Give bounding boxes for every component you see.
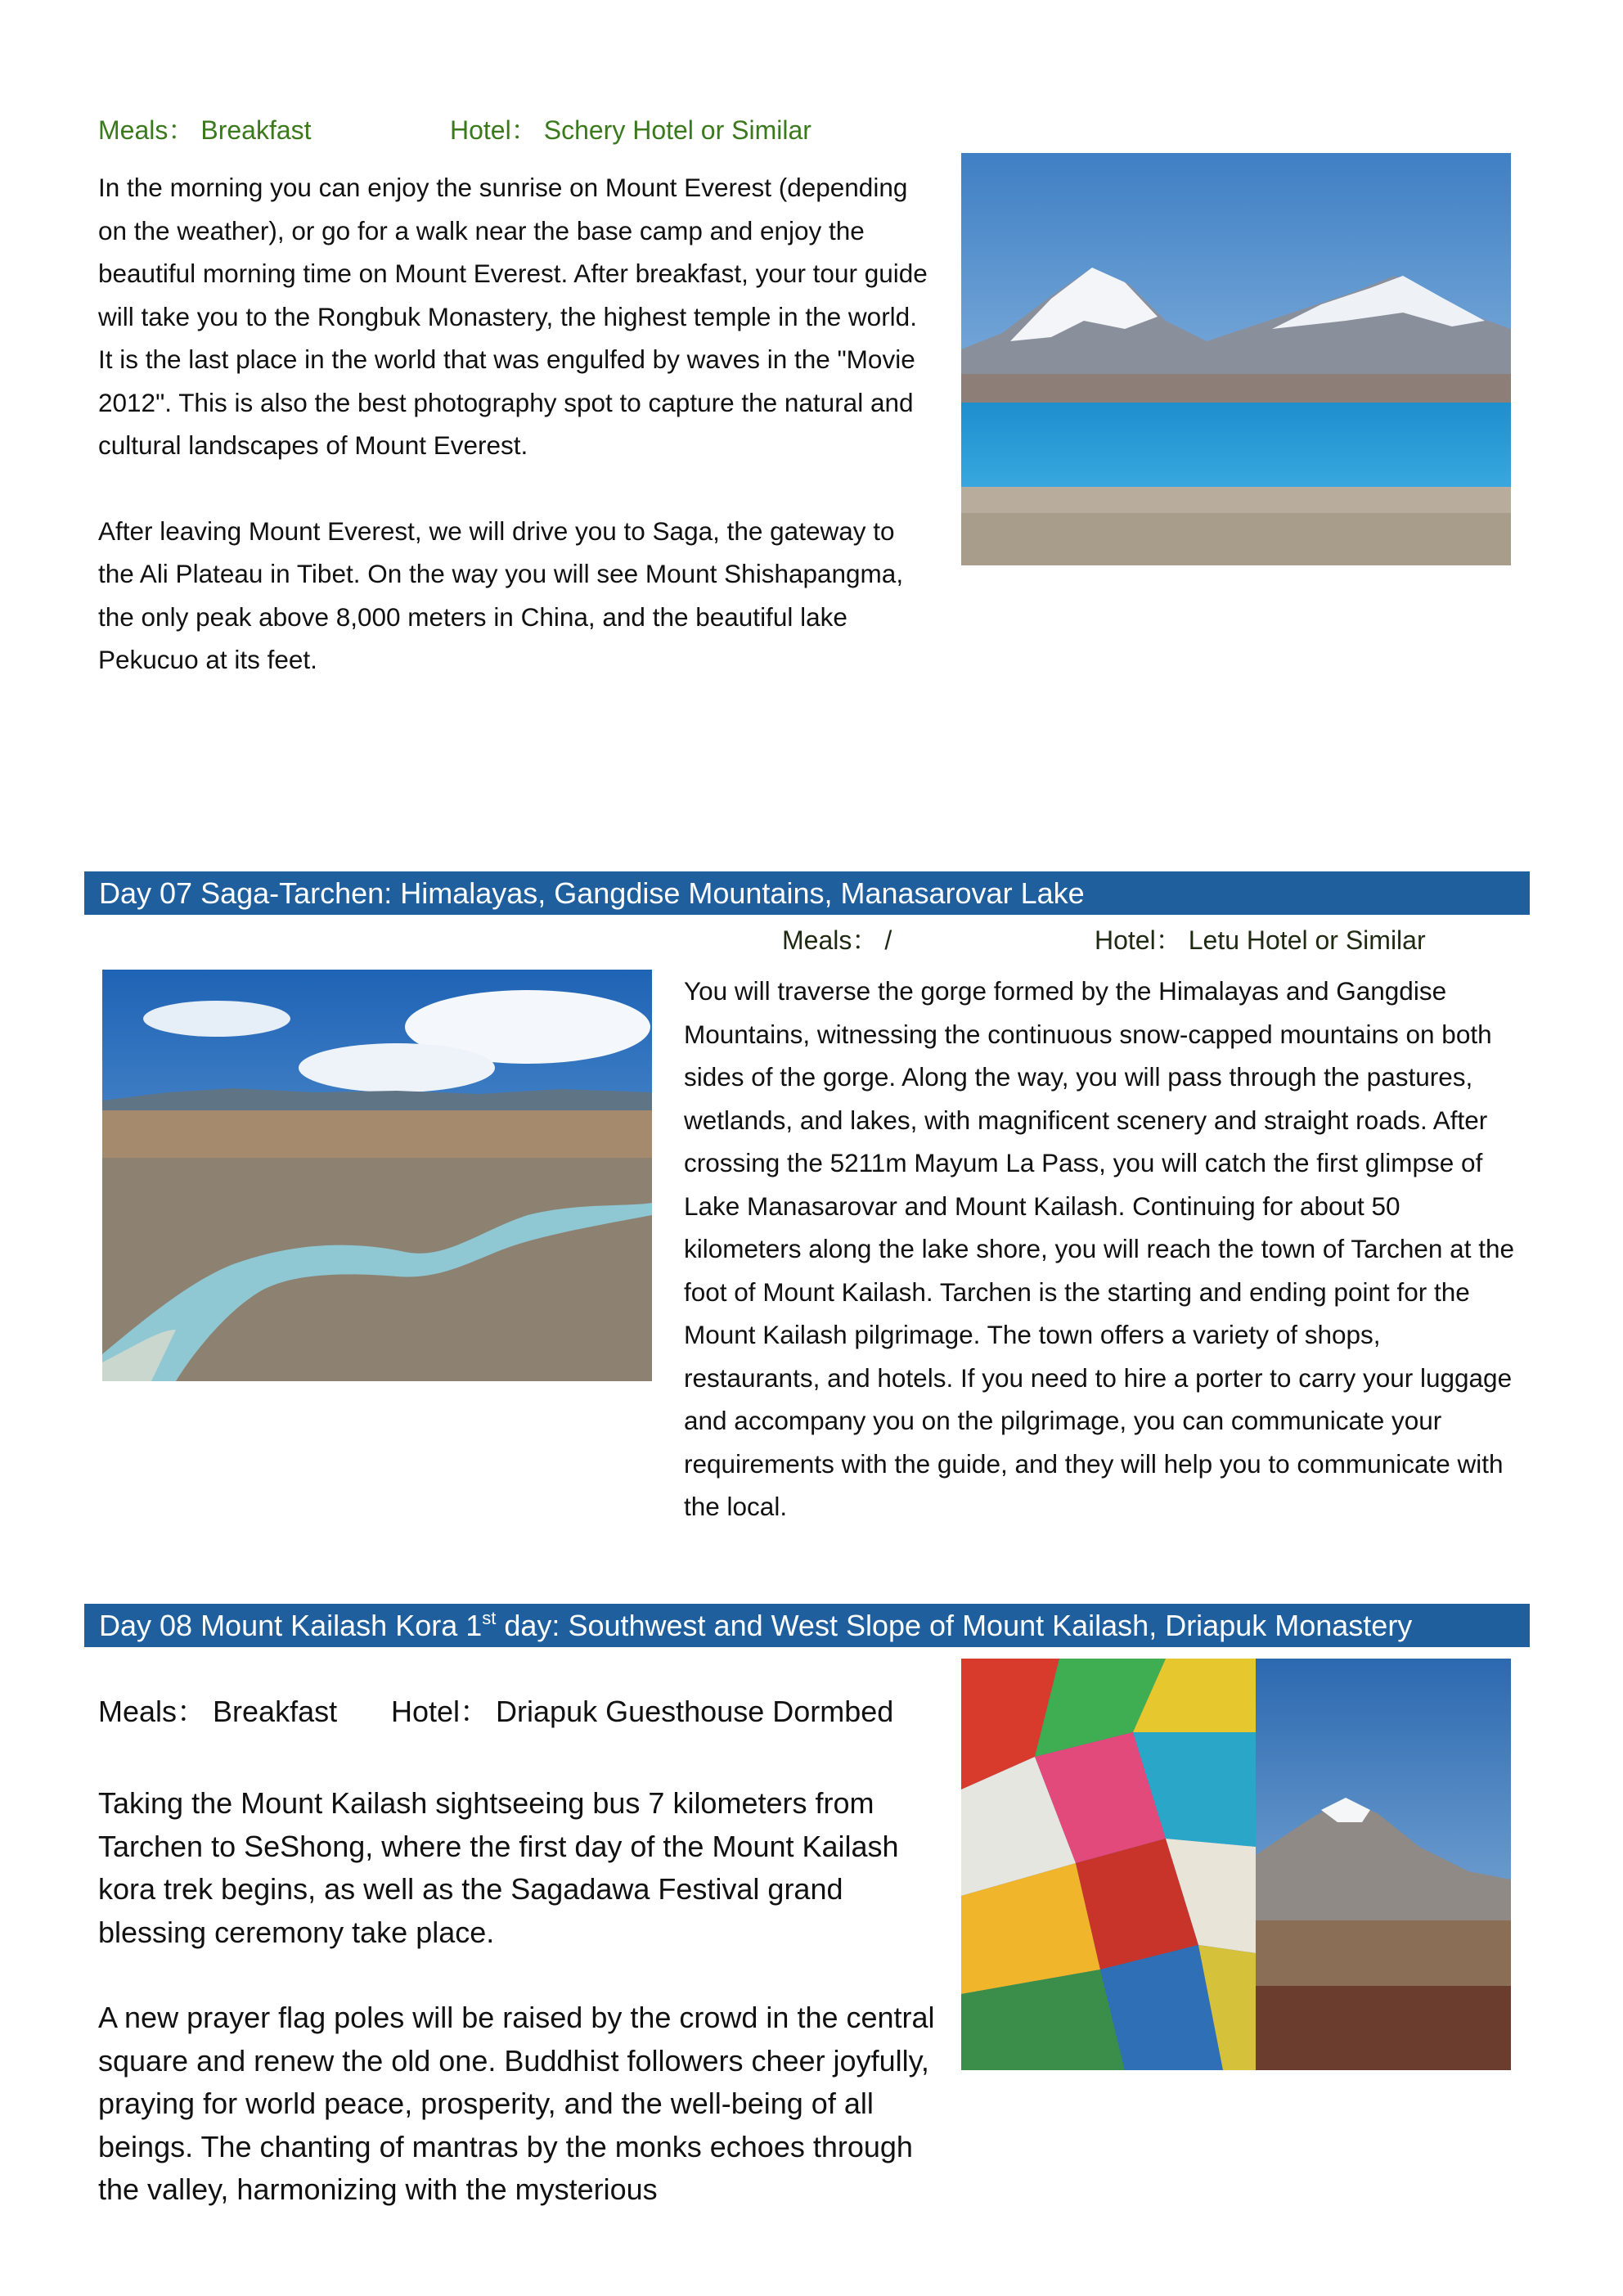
- hotel-value: Letu Hotel or Similar: [1188, 925, 1426, 955]
- day08-hotel: [391, 1694, 893, 1730]
- day06-paragraph-1: In the morning you can enjoy the sunrise on Mount Everest (depending on the weather), or go for a walk near the base camp and enjoy the beautiful morning time on Mount Everest. After breakfast, your tour guide will take you to the Rongbuk Monastery, the highest temple in the world. It is the last place in the world that was engulfed by waves in the "Movie 2012". This is also the best photography spot to capture the natural and cultural landscapes of Mount Everest.: [98, 173, 928, 460]
- day06-description: [98, 166, 933, 682]
- day08-paragraph-2: A new prayer flag poles will be raised by the crowd in the central square and renew the old one. Buddhist followers cheer joyfully, praying for world peace, prosperity, and the well-being of all beings. The chanting of mantras by the monks echoes through the valley, harmonizing with the mysterious: [98, 2001, 935, 2206]
- day07-title: Day 07 Saga-Tarchen: Himalayas, Gangdise Mountains, Manasarovar Lake: [99, 876, 1085, 910]
- prayer-flags-photo: [961, 1659, 1511, 2070]
- hotel-label: Hotel：: [391, 1695, 490, 1728]
- meals-value: Breakfast: [200, 115, 312, 145]
- day07-hotel: [1095, 924, 1426, 957]
- hotel-label: Hotel：: [450, 115, 537, 145]
- day08-title-suffix: day: Southwest and West Slope of Mount Kailash, Driapuk Monastery: [496, 1609, 1413, 1642]
- meals-value: Breakfast: [213, 1695, 338, 1728]
- day06-paragraph-2: After leaving Mount Everest, we will drive you to Saga, the gateway to the Ali Plateau in Tibet. On the way you will see Mount Shishapangma, the only peak above 8,000 meters in China, and the beautiful lake Pekucuo at its feet.: [98, 515, 904, 674]
- meals-value: /: [884, 925, 892, 955]
- meals-label: Meals：: [98, 1695, 207, 1728]
- day08-header: [84, 1604, 1530, 1647]
- day08-paragraph-1: Taking the Mount Kailash sightseeing bus 7 kilometers from Tarchen to SeShong, where the first day of the Mount Kailash kora trek begins, as well as the Sagadawa Festival grand blessing ceremony take place.: [98, 1786, 899, 1949]
- day07-paragraph: You will traverse the gorge formed by the Himalayas and Gangdise Mountains, witnessing the continuous snow-capped mountains on both sides of the gorge. Along the way, you will pass through the pastures, wetlands, and lakes, with magnificent scenery and straight roads. After crossing the 5211m Mayum La Pass, you will catch the first glimpse of Lake Manasarovar and Mount Kailash. Continuing for about 50 kilometers along the lake shore, you will reach the town of Tarchen at the foot of Mount Kailash. Tarchen is the starting and ending point for the Mount Kailash pilgrimage. The town offers a variety of shops, restaurants, and hotels. If you need to hire a porter to carry your luggage and accompany you on the pilgrimage, you can communicate your requirements with the guide, and they will help you to communicate with the local.: [684, 976, 1514, 1521]
- day07-meals: [782, 924, 892, 957]
- day06-meals: [98, 114, 312, 146]
- day08-meals: [98, 1694, 337, 1730]
- day08-title-prefix: Day 08 Mount Kailash Kora 1: [99, 1609, 483, 1642]
- hotel-value: Schery Hotel or Similar: [543, 115, 812, 145]
- meals-label: Meals：: [98, 115, 195, 145]
- lake-mountain-photo: [961, 153, 1511, 565]
- day07-description: [684, 970, 1518, 1528]
- meals-label: Meals：: [782, 925, 879, 955]
- day06-hotel: [450, 114, 812, 146]
- hotel-label: Hotel：: [1095, 925, 1182, 955]
- day08-title-sup: st: [482, 1608, 497, 1628]
- plateau-river-photo: [102, 970, 652, 1381]
- day08-description: [98, 1782, 941, 2212]
- day07-header: [84, 871, 1530, 915]
- hotel-value: Driapuk Guesthouse Dormbed: [496, 1695, 894, 1728]
